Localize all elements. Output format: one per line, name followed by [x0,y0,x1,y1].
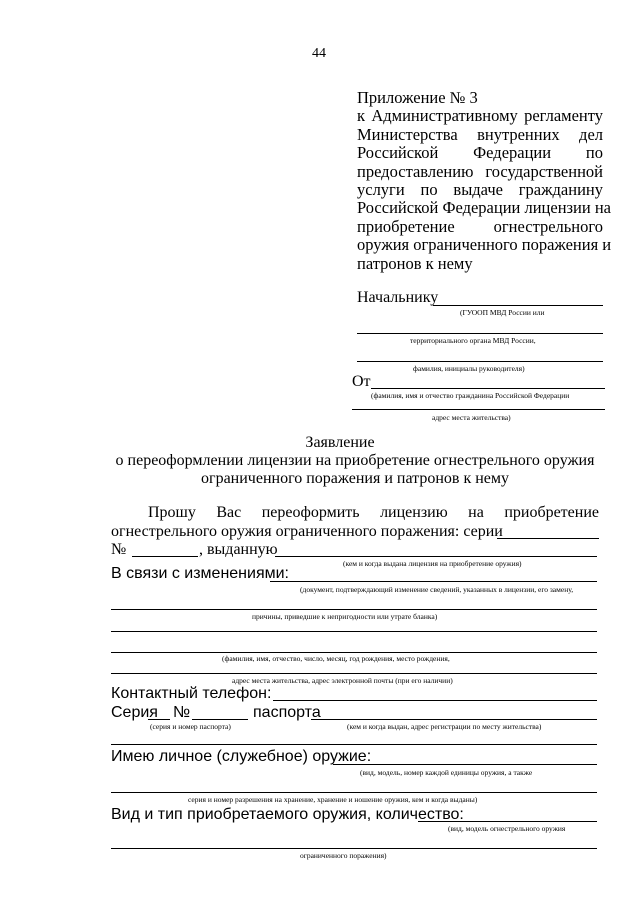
appendix-line-6: Российской Федерации лицензии на [357,198,611,218]
series-input-line[interactable] [497,538,599,539]
changes-input-line[interactable] [270,581,597,582]
acquired-line-2[interactable] [111,848,597,849]
appendix-line-1: к Административному регламенту [357,106,603,126]
hint-guooop: (ГУООП МВД России или [460,308,545,317]
appendix-line-9: патронов к нему [357,253,473,273]
statement-subtitle-1-text: о переоформлении лицензии на приобретение огнестрельного оружия [115,452,595,469]
appendix-line-5: услуги по выдаче гражданину [357,180,603,200]
personal-line[interactable] [111,673,597,674]
hint-residence: адрес места жительства) [432,413,511,422]
hint-limited: ограниченного поражения) [300,851,387,860]
residence-line[interactable] [352,409,605,410]
own-weapon-input-line[interactable] [333,764,597,765]
statement-subtitle-2 [0,470,640,488]
request-line-1: Прошу Вас переоформить лицензию на приобретение [148,504,599,521]
number2-label: № [173,704,191,721]
hint-issued: (кем и когда выдана лицензия на приобретение оружия) [343,559,522,568]
hint-document: (документ, подтверждающий изменение сведений, указанных в лицензии, его замену, [300,585,574,594]
territorial-line[interactable] [357,333,603,334]
statement-subtitle-1 [0,452,640,470]
chief-label: Начальнику [357,289,439,306]
weapon-line-2[interactable] [111,792,597,793]
appendix-line-3: Российской Федерации по [357,143,603,163]
appendix-line-7: приобретение огнестрельного [357,216,603,236]
chief-line[interactable] [433,305,603,306]
phone-label: Контактный телефон: [111,685,272,702]
issued-label: , выданную [199,541,278,558]
appendix-line-2: Министерства внутренних дел [357,124,603,144]
number-input-line[interactable] [132,556,198,557]
hint-passport-issued: (кем и когда выдан, адрес регистрации по месту жительства) [347,722,542,731]
hint-personal: (фамилия, имя, отчество, число, месяц, год рождения, место рождения, [222,654,450,663]
statement-title-text: Заявление [305,434,375,451]
hint-reasons: причины, приведшие к непригодности или утрате бланка) [252,612,438,621]
passport-issued-line[interactable] [311,719,597,720]
reasons-line-1[interactable] [111,631,597,632]
own-weapon-label: Имею личное (служебное) оружие: [111,748,372,765]
hint-citizen-name: (фамилия, имя и отчество гражданина Российской Федерации [371,391,570,400]
appendix-line-8: оружия ограниченного поражения и [357,235,612,255]
passport-number-line[interactable] [192,719,248,720]
request-line-2: огнестрельного оружия ограниченного поражения: серии [111,523,503,540]
from-label: От [352,373,371,390]
number-label: № [111,541,127,558]
acquired-label: Вид и тип приобретаемого оружия, количество: [111,806,464,823]
hint-passport-series: (серия и номер паспорта) [150,722,231,731]
phone-input-line[interactable] [273,700,597,701]
acquired-input-line[interactable] [418,821,597,822]
appendix-line-4: предоставлению государственной [357,161,603,181]
changes-label: В связи с изменениями: [111,565,289,582]
reasons-line-2[interactable] [111,652,597,653]
statement-subtitle-2-text: ограниченного поражения и патронов к нему [201,470,509,487]
passport-line-2[interactable] [111,744,597,745]
hint-acquired-model: (вид, модель огнестрельного оружия [448,824,566,833]
document-line[interactable] [111,609,597,610]
appendix-title: Приложение № 3 [357,88,478,107]
passport-series-line[interactable] [148,719,170,720]
series-label: Серия [111,704,158,721]
appendix-block [357,88,612,273]
page-number: 44 [312,46,326,61]
passport-label: паспорта [253,704,321,721]
hint-weapon-model: (вид, модель, номер каждой единицы оружия, а также [360,768,533,777]
statement-title [0,434,640,452]
head-name-line[interactable] [357,361,603,362]
from-line[interactable] [371,388,605,389]
hint-territorial: территориального органа МВД России, [410,336,536,345]
hint-head-name: фамилия, инициалы руководителя) [413,364,525,373]
issued-input-line[interactable] [275,556,597,557]
hint-permit: серия и номер разрешения на хранение, хранение и ношение оружия, кем и когда выданы) [188,795,478,804]
hint-address-email: адрес места жительства, адрес электронной почты (при его наличии) [232,676,453,685]
